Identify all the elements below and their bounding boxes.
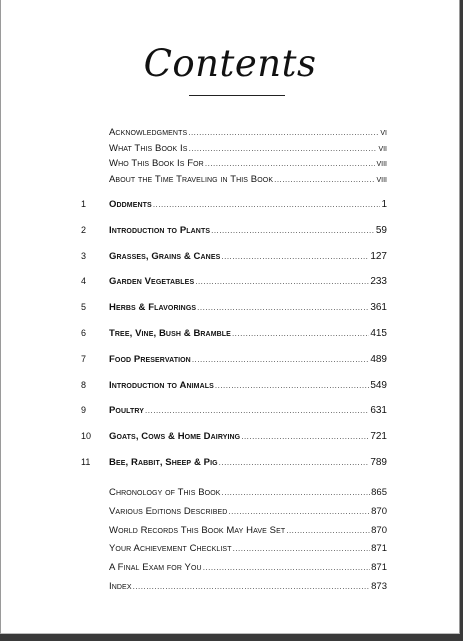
dot-leader [232, 329, 369, 338]
toc-chapter-entry [81, 302, 387, 316]
dot-leader [286, 526, 370, 535]
toc-entry-title: A Final Exam for You [109, 562, 202, 574]
page-title: Contents [143, 42, 317, 85]
toc-entry [81, 581, 387, 595]
dot-leader [222, 488, 371, 497]
toc-entry-title: Acknowledgments [109, 127, 188, 138]
chapter-number: 8 [81, 379, 87, 390]
toc-chapter-entry [81, 457, 387, 471]
toc-entry-title: Who This Book Is For [109, 158, 204, 169]
toc-entry-title: Herbs & Flavorings [109, 302, 197, 314]
toc-entry [81, 127, 387, 141]
chapter-number: 10 [81, 431, 92, 442]
toc-entry-title: Grasses, Grains & Canes [109, 250, 221, 262]
toc-page-number: viii [376, 173, 387, 185]
toc-chapter-entry [81, 431, 387, 445]
toc-entry [81, 158, 387, 172]
dot-leader [145, 406, 369, 415]
toc-entry-title: Food Preservation [109, 353, 191, 365]
toc-chapter-entry [81, 199, 387, 213]
toc-entry-title: Tree, Vine, Bush & Bramble [109, 328, 231, 339]
toc-page-number: 721 [370, 431, 387, 443]
toc-entry [81, 174, 387, 188]
toc-chapter-entry [81, 225, 387, 239]
toc-page-number: 631 [370, 405, 387, 417]
dot-leader [221, 252, 369, 261]
dot-leader [192, 355, 369, 364]
chapter-number: 7 [81, 353, 87, 364]
dot-leader [133, 582, 371, 591]
toc-page-number: 789 [370, 457, 387, 468]
chapter-number: 5 [81, 302, 87, 313]
toc-entry-title: Introduction to Animals [109, 379, 214, 391]
toc-entry-title: Bee, Rabbit, Sheep & Pig [109, 457, 218, 468]
toc-page-number: 870 [371, 524, 387, 536]
toc-entry-title: Index [109, 581, 132, 592]
toc-chapter-entry [81, 276, 387, 290]
toc-entry-title: Introduction to Plants [109, 224, 211, 236]
table-of-contents [1, 0, 459, 633]
toc-entry-title: Your Achievement Checklist [109, 543, 232, 555]
toc-entry [81, 506, 387, 520]
toc-entry-title: About the Time Traveling in This Book [109, 173, 274, 185]
toc-entry [81, 525, 387, 539]
chapter-number: 1 [81, 199, 87, 209]
toc-page-number: 870 [371, 505, 387, 517]
toc-page-number: 871 [371, 562, 387, 574]
dot-leader [195, 277, 369, 286]
dot-leader [188, 128, 379, 137]
dot-leader [274, 175, 375, 184]
toc-entry [81, 543, 387, 557]
toc-page-number: 127 [370, 250, 387, 262]
toc-chapter-entry [81, 405, 387, 419]
chapter-number: 4 [81, 276, 87, 287]
dot-leader [203, 563, 370, 572]
toc-chapter-entry [81, 354, 387, 368]
toc-chapter-entry [81, 380, 387, 394]
toc-page-number: 489 [370, 353, 387, 365]
toc-entry-title: Poultry [109, 405, 145, 417]
dot-leader [189, 144, 378, 153]
chapter-number: 6 [81, 328, 87, 338]
toc-page-number: 233 [370, 276, 387, 288]
toc-entry-title: What This Book Is [109, 142, 188, 154]
toc-page-number: 873 [371, 581, 387, 592]
dot-leader [219, 458, 370, 467]
dot-leader [241, 432, 369, 441]
toc-page-number: 415 [370, 328, 387, 339]
toc-entry [81, 562, 387, 576]
dot-leader [153, 200, 381, 209]
dot-leader [205, 159, 376, 168]
toc-entry-title: Chronology of This Book [109, 487, 221, 498]
chapter-number: 9 [81, 405, 87, 416]
toc-entry-title: Goats, Cows & Home Dairying [109, 431, 241, 443]
toc-page-number: 361 [370, 302, 387, 314]
toc-entry-title: Oddments [109, 199, 152, 210]
toc-entry-title: Garden Vegetables [109, 276, 195, 288]
toc-chapter-entry [81, 328, 387, 342]
dot-leader [211, 226, 375, 235]
toc-page-number: vii [378, 142, 387, 154]
dot-leader [215, 381, 369, 390]
toc-entry-title: Various Editions Described [109, 505, 228, 517]
toc-chapter-entry [81, 251, 387, 265]
toc-page-number: 549 [370, 379, 387, 391]
toc-page-number: 1 [381, 199, 387, 210]
toc-page-number: 865 [371, 487, 387, 498]
dot-leader [197, 303, 369, 312]
dot-leader [228, 507, 370, 516]
toc-page-number: viii [376, 158, 387, 169]
dot-leader [233, 544, 371, 553]
toc-entry-title: World Records This Book May Have Set [109, 524, 286, 536]
toc-page-number: 871 [371, 543, 387, 555]
toc-page-number: vi [380, 127, 387, 138]
toc-entry [81, 487, 387, 501]
toc-entry [81, 143, 387, 157]
chapter-number: 11 [81, 457, 91, 467]
chapter-number: 2 [81, 224, 87, 235]
toc-page-number: 59 [375, 224, 387, 236]
chapter-number: 3 [81, 250, 87, 261]
